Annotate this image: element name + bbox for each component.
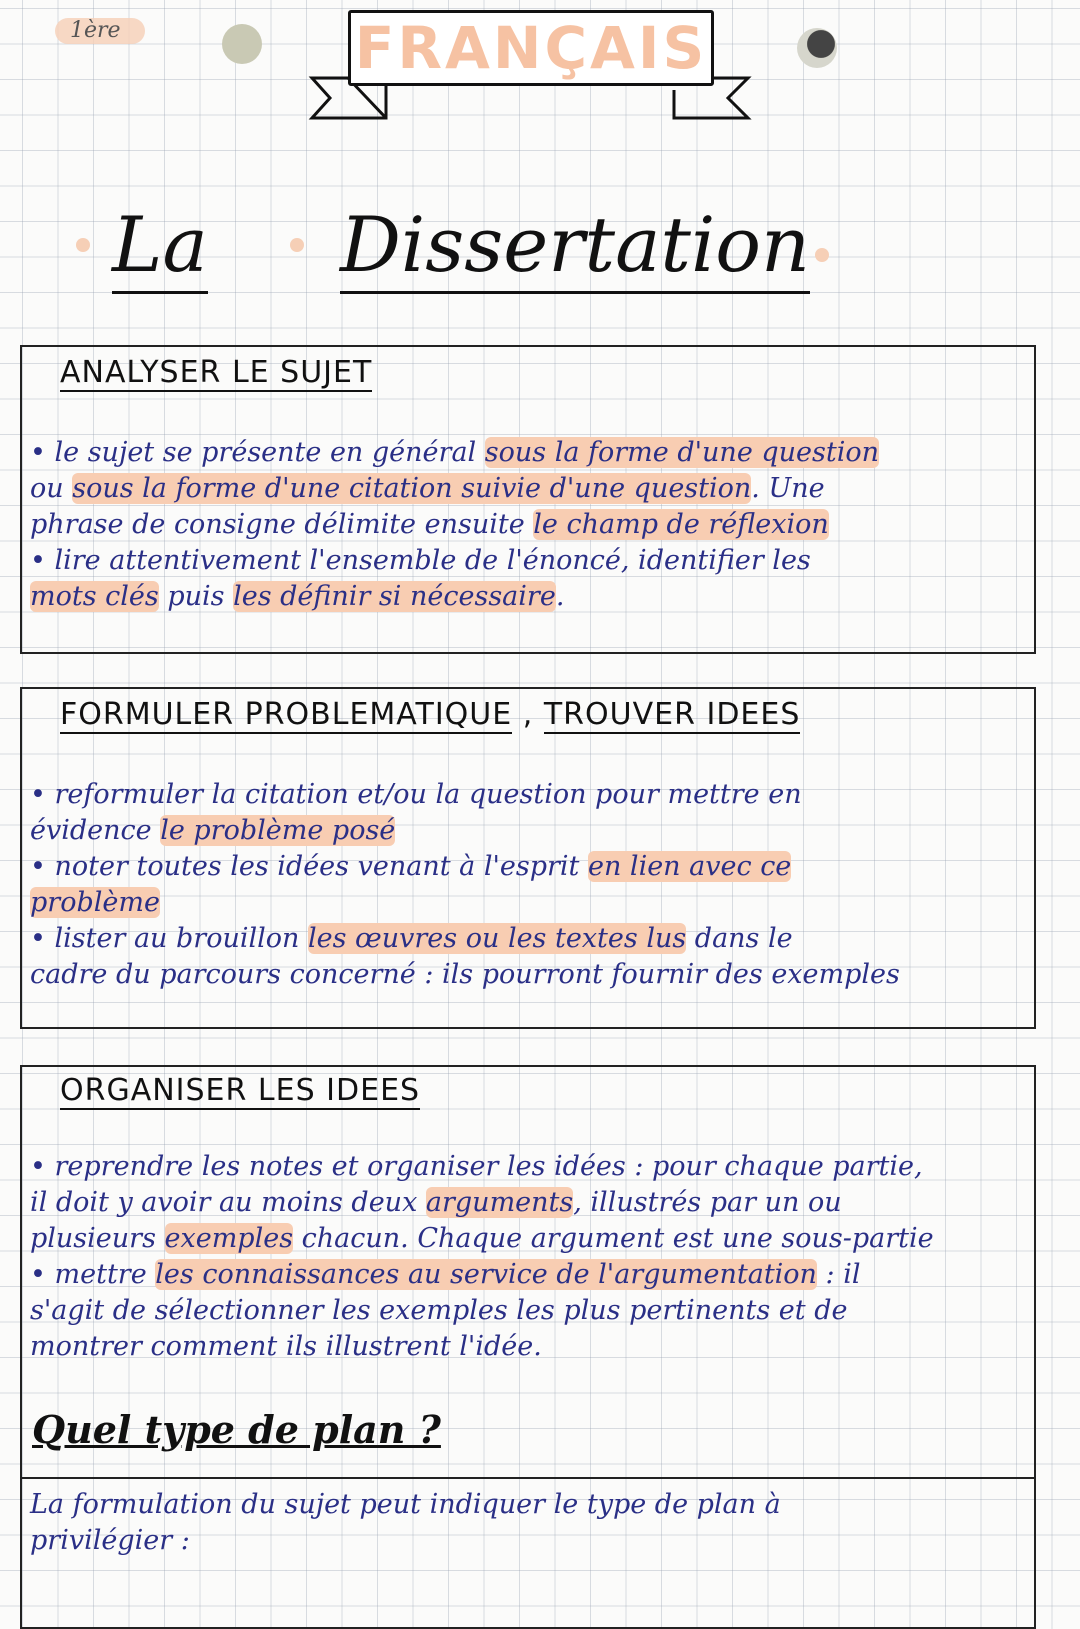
text-segment: • lire attentivement l'ensemble de l'énoncé, identifier les — [30, 545, 811, 576]
decor-dot — [76, 238, 90, 252]
text-line — [30, 777, 1030, 813]
text-line — [30, 471, 1030, 507]
text-line — [30, 813, 1030, 849]
title-part: TROUVER — [543, 697, 696, 732]
title-part: SUJET — [280, 355, 373, 390]
highlighted-text: en lien avec ce — [587, 851, 792, 882]
highlighted-text: sous la forme d'une citation suivie d'une question — [72, 473, 752, 504]
text-segment: il doit y avoir au moins deux — [30, 1187, 426, 1218]
text-segment: • lister au brouillon — [30, 923, 308, 954]
grade-label: 1ère — [70, 18, 121, 43]
text-segment: • le sujet se présente en général — [30, 437, 485, 468]
text-segment: privilégier : — [30, 1525, 190, 1556]
text-line — [30, 579, 1030, 615]
subject-banner — [348, 10, 714, 86]
plan-heading: Quel type de plan ? — [32, 1407, 441, 1452]
text-segment: dans le — [686, 923, 793, 954]
text-line — [30, 1329, 1030, 1365]
title-part: FORMULER — [60, 697, 235, 732]
text-segment: cadre du parcours concerné : ils pourront fournir des exemples — [30, 959, 900, 990]
highlighted-text: le problème posé — [160, 815, 396, 846]
section-organiser — [20, 1065, 1036, 1629]
title-part: IDEES — [706, 697, 801, 732]
section-body — [30, 435, 1030, 615]
section-title — [60, 1073, 420, 1108]
punch-hole — [222, 24, 262, 64]
highlighted-text: sous la forme d'une question — [484, 437, 880, 468]
title-dissertation: Dissertation — [340, 200, 810, 294]
highlighted-text: exemples — [164, 1223, 294, 1254]
text-segment: chacun. Chaque argument est une sous-partie — [293, 1223, 934, 1254]
text-line — [30, 507, 1030, 543]
text-segment: • reformuler la citation et/ou la question pour mettre en — [30, 779, 802, 810]
punch-hole — [797, 28, 837, 68]
title-part: IDEES — [326, 1073, 421, 1108]
decor-dot — [815, 248, 829, 262]
title-word-la — [112, 200, 208, 289]
text-segment: La formulation du sujet peut indiquer le type de plan à — [30, 1489, 781, 1520]
text-line — [30, 1221, 1030, 1257]
text-segment: , illustrés par un ou — [573, 1187, 842, 1218]
text-segment: s'agit de sélectionner les exemples les plus pertinents et de — [30, 1295, 848, 1326]
highlighted-text: mots clés — [30, 581, 159, 612]
section-problematique — [20, 687, 1036, 1029]
section-title — [60, 355, 372, 390]
section-analyser — [20, 345, 1036, 654]
title-part: PROBLEMATIQUE — [244, 697, 513, 732]
title-la: La — [112, 200, 208, 294]
text-segment: • mettre — [30, 1259, 156, 1290]
highlighted-text: les connaissances au service de l'argumentation — [155, 1259, 817, 1290]
plan-body — [30, 1487, 1030, 1559]
text-line — [30, 543, 1030, 579]
text-segment: • noter toutes les idées venant à l'esprit — [30, 851, 588, 882]
text-line — [30, 1149, 1030, 1185]
text-segment: phrase de consigne délimite ensuite — [30, 509, 534, 540]
text-segment: ou — [30, 473, 73, 504]
text-segment: montrer comment ils illustrent l'idée. — [30, 1331, 542, 1362]
text-line — [30, 1293, 1030, 1329]
text-segment: . Une — [751, 473, 825, 504]
text-line — [30, 921, 1030, 957]
title-part: ANALYSER — [60, 355, 222, 390]
text-line — [30, 1487, 1030, 1523]
highlighted-text: arguments — [425, 1187, 574, 1218]
text-segment: évidence — [30, 815, 161, 846]
highlighted-text: les définir si nécessaire — [233, 581, 556, 612]
text-line — [30, 435, 1030, 471]
text-line — [30, 1523, 1030, 1559]
text-line — [30, 849, 1030, 885]
highlighted-text: les œuvres ou les textes lus — [308, 923, 687, 954]
title-word-dissertation — [340, 200, 810, 289]
divider — [22, 1477, 1034, 1479]
title-part: ORGANISER — [60, 1073, 248, 1108]
title-part: , — [522, 697, 534, 732]
highlighted-text: le champ de réflexion — [533, 509, 829, 540]
text-line — [30, 1257, 1030, 1293]
text-line — [30, 885, 1030, 921]
section-body — [30, 1149, 1030, 1365]
section-title — [60, 697, 800, 732]
text-segment: plusieurs — [30, 1223, 165, 1254]
title-part: LES — [257, 1073, 316, 1108]
text-segment: puis — [158, 581, 234, 612]
highlighted-text: problème — [30, 887, 160, 918]
text-line — [30, 1185, 1030, 1221]
text-line — [30, 957, 1030, 993]
subject-title: FRANÇAIS — [354, 14, 708, 82]
text-segment: . — [555, 581, 565, 612]
title-part: LE — [231, 355, 270, 390]
section-body — [30, 777, 1030, 993]
decor-dot — [290, 238, 304, 252]
text-segment: • reprendre les notes et organiser les idées : pour chaque partie, — [30, 1151, 923, 1182]
text-segment: : il — [816, 1259, 861, 1290]
